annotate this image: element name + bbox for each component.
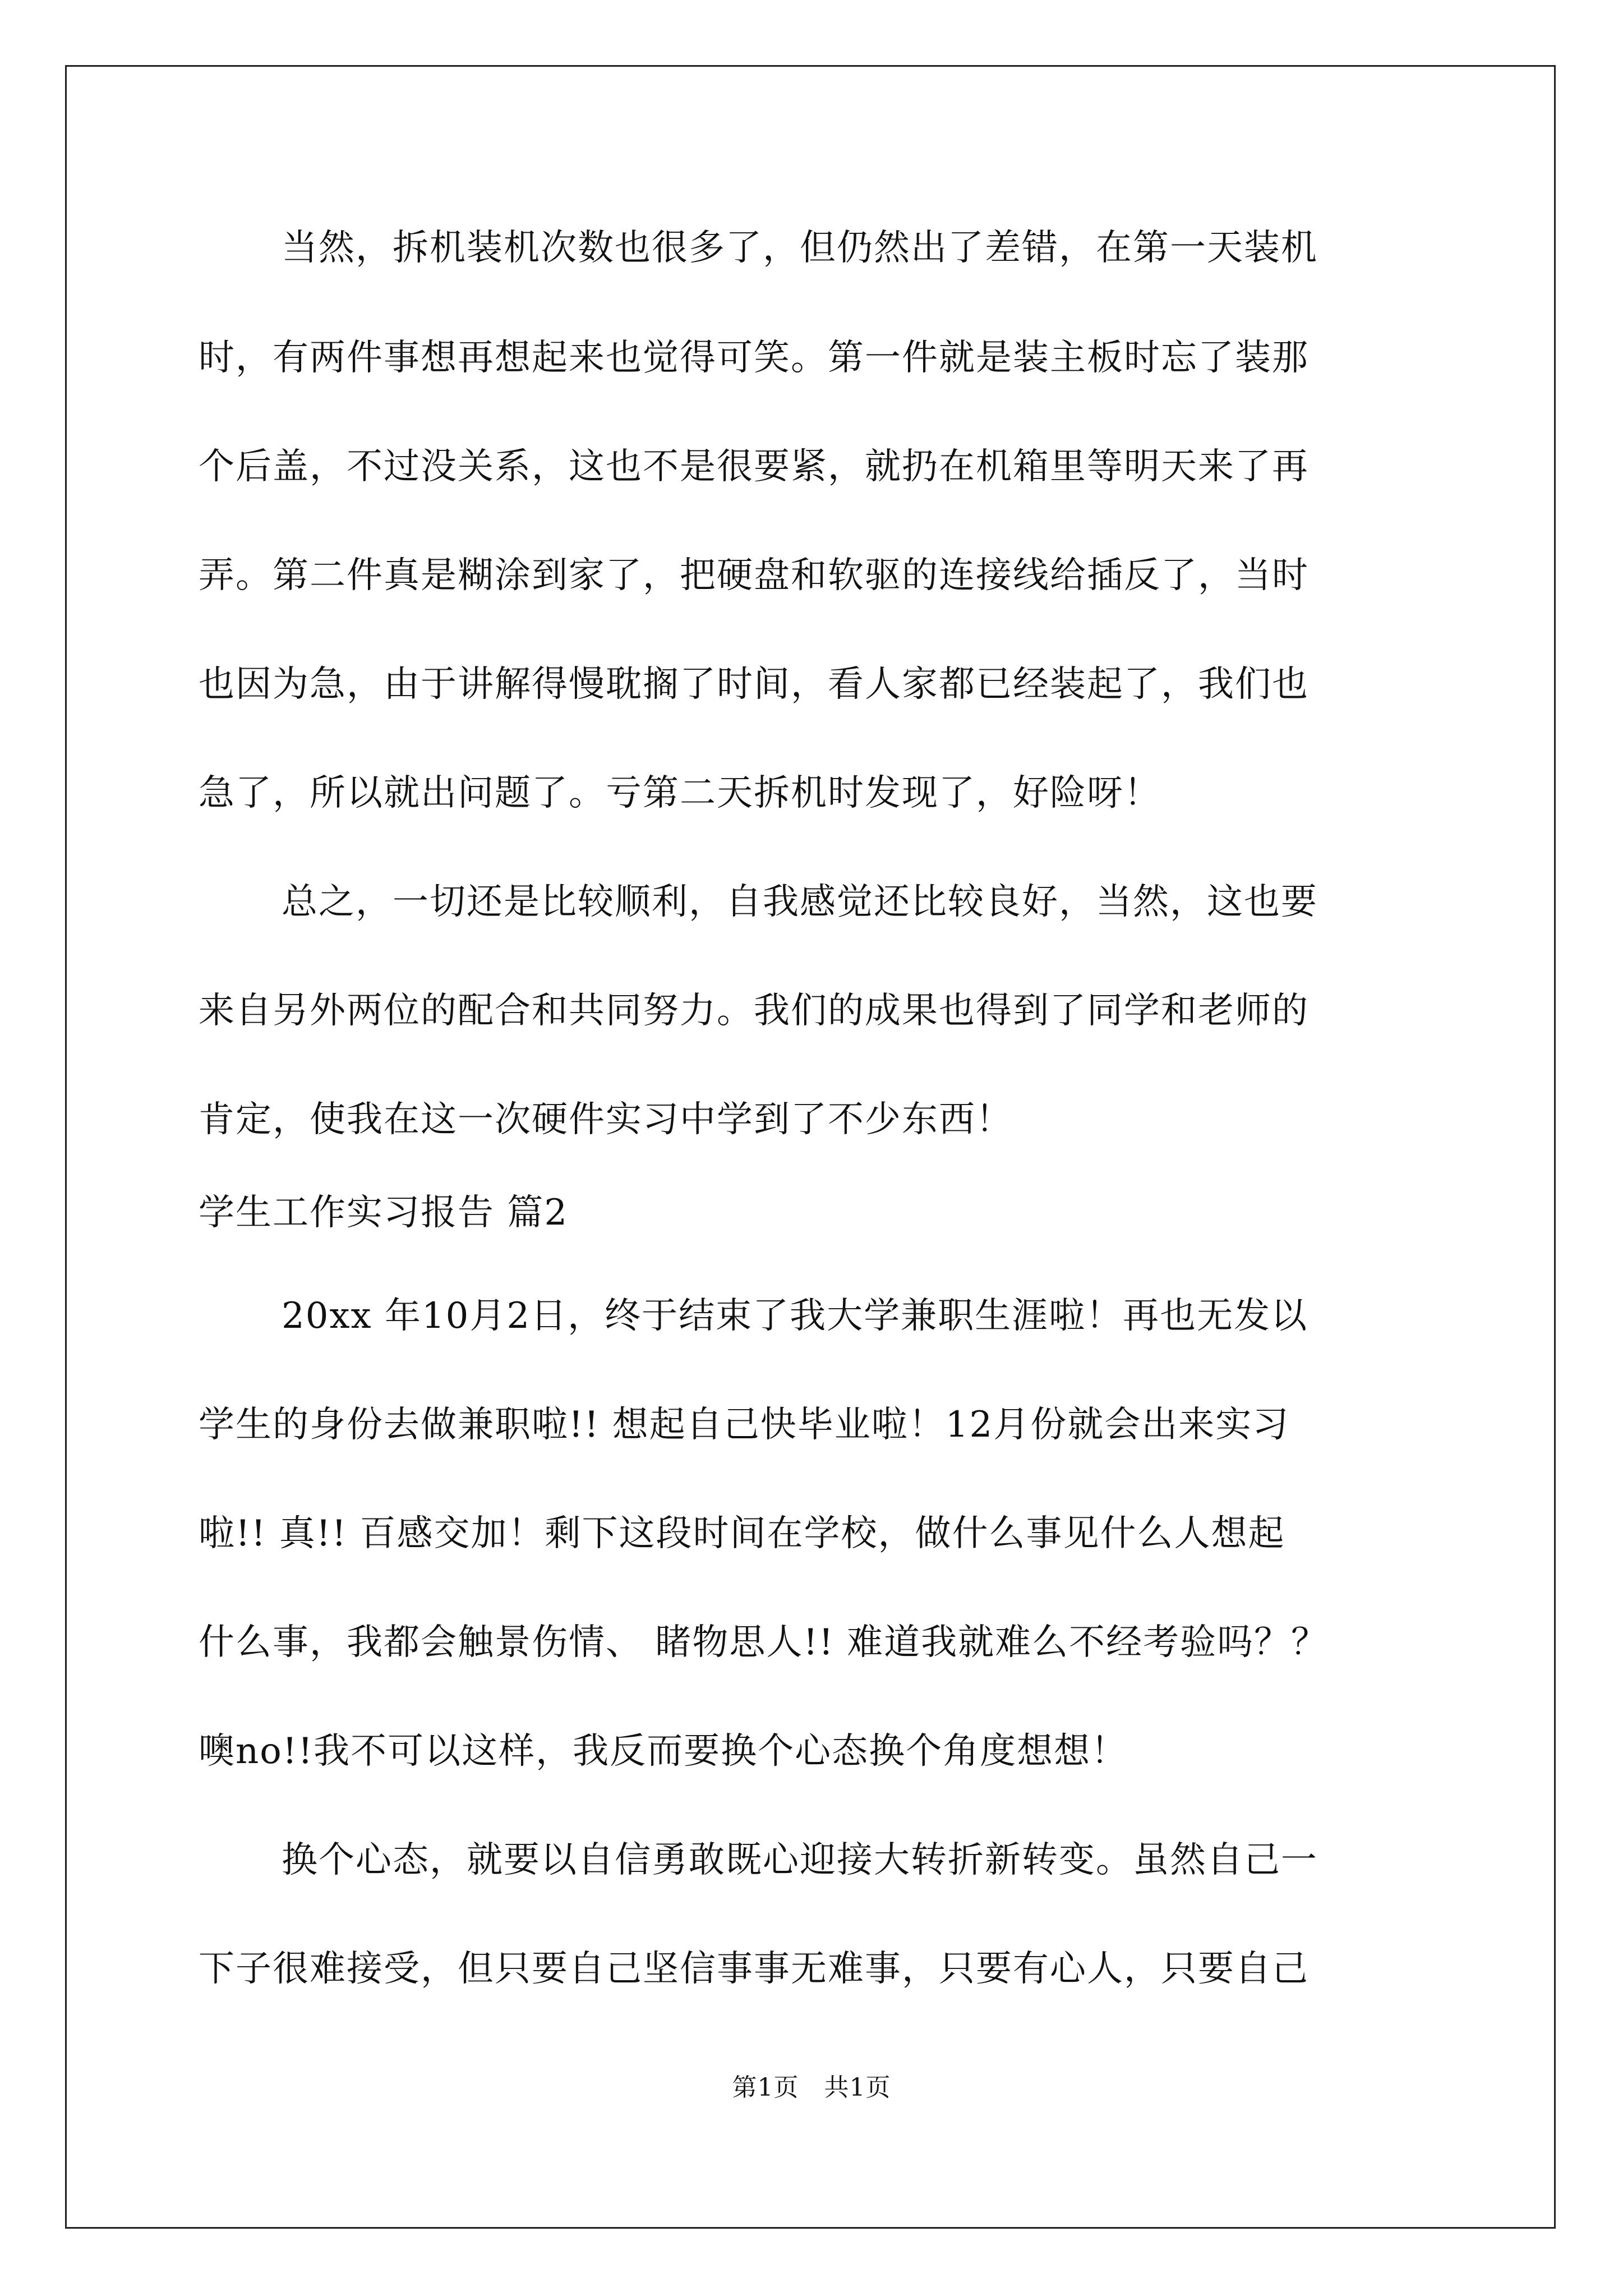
paragraph-1-line-2: 时，有两件事想再想起来也觉得可笑。第一件就是装主板时忘了装那 (199, 337, 1309, 379)
page-footer (0, 2071, 1623, 2105)
paragraph-1-line-5: 也因为急，由于讲解得慢耽搁了时间，看人家都已经装起了，我们也 (199, 664, 1309, 705)
paragraph-3-line-5: 噢no!!我不可以这样，我反而要换个心态换个角度想想！ (199, 1731, 1128, 1772)
paragraph-3-line-1: 20xx 年10月2日，终于结束了我大学兼职生涯啦！再也无发以 (282, 1295, 1308, 1337)
paragraph-2-line-3: 肯定，使我在这一次硬件实习中学到了不少东西！ (199, 1099, 1013, 1140)
paragraph-3-line-2: 学生的身份去做兼职啦!! 想起自己快毕业啦！12月份就会出来实习 (199, 1404, 1290, 1446)
paragraph-4-line-1: 换个心态，就要以自信勇敢既心迎接大转折新转变。虽然自己一 (282, 1839, 1318, 1881)
paragraph-1-line-3: 个后盖，不过没关系，这也不是很要紧，就扔在机箱里等明天来了再 (199, 446, 1309, 487)
paragraph-1-line-1: 当然，拆机装机次数也很多了，但仍然出了差错，在第一天装机 (282, 227, 1318, 269)
paragraph-2-line-2: 来自另外两位的配合和共同努力。我们的成果也得到了同学和老师的 (199, 990, 1309, 1032)
paragraph-1-line-6: 急了，所以就出问题了。亏第二天拆机时发现了，好险呀！ (199, 772, 1161, 814)
page-number: 第1页 共1页 (732, 2073, 891, 2102)
paragraph-1-line-4: 弄。第二件真是糊涂到家了，把硬盘和软驱的连接线给插反了，当时 (199, 555, 1309, 596)
section-heading: 学生工作实习报告 篇2 (199, 1192, 569, 1234)
paragraph-4-line-2: 下子很难接受，但只要自己坚信事事无难事，只要有心人，只要自己 (199, 1948, 1309, 1990)
paragraph-3-line-3: 啦!! 真!! 百感交加！剩下这段时间在学校，做什么事见什么人想起 (199, 1513, 1285, 1554)
page-border (65, 65, 1556, 2229)
paragraph-2-line-1: 总之，一切还是比较顺利，自我感觉还比较良好，当然，这也要 (282, 881, 1318, 923)
paragraph-3-line-4: 什么事，我都会触景伤情、 睹物思人!! 难道我就难么不经考验吗？？ (199, 1622, 1329, 1663)
